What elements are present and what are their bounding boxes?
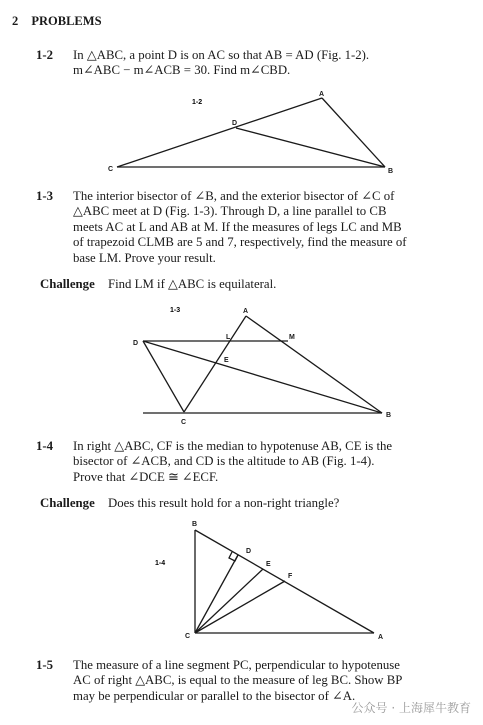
point-D: D bbox=[133, 340, 139, 347]
challenge-text: Does this result hold for a non-right triangle? bbox=[107, 496, 340, 510]
segment-CA bbox=[117, 98, 322, 167]
point-B: B bbox=[192, 521, 198, 528]
problem-1-3 bbox=[36, 189, 448, 266]
point-E: E bbox=[266, 561, 271, 568]
segment-DB bbox=[236, 128, 385, 167]
point-E: E bbox=[224, 357, 229, 364]
problem-text: In right △ABC, CF is the median to hypotenuse AB, CE is the bisector of ∠ACB, and CD is the altitude to AB (Fig. 1-4). Prove that ∠DCE ≅ ∠ECF. bbox=[73, 439, 393, 484]
problem-number: 1-4 bbox=[36, 439, 54, 453]
point-D: D bbox=[232, 120, 238, 127]
problem-1-2 bbox=[36, 48, 448, 79]
point-A: A bbox=[319, 91, 325, 98]
segment-CE bbox=[195, 569, 263, 633]
problem-1-5 bbox=[36, 658, 448, 704]
point-L: L bbox=[226, 334, 231, 341]
challenge-text: Find LM if △ABC is equilateral. bbox=[107, 277, 277, 291]
chapter-title: PROBLEMS bbox=[31, 14, 102, 28]
point-A: A bbox=[378, 634, 384, 641]
segment-DB bbox=[143, 341, 382, 413]
point-M: M bbox=[289, 334, 295, 341]
point-B: B bbox=[386, 412, 392, 419]
figure-label: 1-2 bbox=[192, 99, 203, 106]
segment-DC bbox=[143, 341, 184, 412]
point-C: C bbox=[185, 633, 191, 640]
segment-CD bbox=[195, 555, 238, 633]
figure-label: 1-3 bbox=[170, 307, 181, 314]
challenge-1-3 bbox=[40, 277, 452, 292]
point-C: C bbox=[108, 166, 114, 173]
problem-text: In △ABC, a point D is on AC so that AB = AD (Fig. 1-2). m∠ABC − m∠ACB = 30. Find m∠CBD. bbox=[73, 48, 370, 78]
segment-AB bbox=[246, 316, 382, 413]
point-A: A bbox=[243, 308, 249, 315]
problem-1-4 bbox=[36, 439, 448, 485]
segment-AB bbox=[322, 98, 385, 167]
problem-number: 1-5 bbox=[36, 658, 54, 672]
problem-text: The interior bisector of ∠B, and the exterior bisector of ∠C of △ABC meet at D (Fig. 1-3). Through D, a line parallel to CB meets AC at L and AB at M. If the measures of legs LC and MB of trapezoid CLMB are 5 and 7, respectively, find the measure of base LM. Prove your result. bbox=[73, 189, 407, 265]
point-C: C bbox=[181, 419, 187, 426]
point-B: B bbox=[388, 168, 394, 175]
challenge-label: Challenge bbox=[40, 277, 95, 291]
page-number: 2 bbox=[12, 14, 19, 28]
problem-number: 1-3 bbox=[36, 189, 54, 203]
right-angle-mark bbox=[229, 552, 238, 561]
challenge-1-4 bbox=[40, 496, 452, 511]
watermark: 公众号 · 上海犀牛教育 bbox=[351, 701, 471, 715]
problem-text: The measure of a line segment PC, perpendicular to hypotenuse AC of right △ABC, is equal to the measure of leg BC. Show BP may be perpendicular or parallel to the bisector of ∠A. bbox=[73, 658, 403, 703]
segment-CF bbox=[195, 581, 285, 633]
page-header bbox=[12, 14, 102, 29]
figure-label: 1-4 bbox=[155, 560, 166, 567]
problem-number: 1-2 bbox=[36, 48, 54, 62]
segment-CA bbox=[184, 316, 246, 412]
point-F: F bbox=[288, 573, 293, 580]
point-D: D bbox=[246, 548, 252, 555]
challenge-label: Challenge bbox=[40, 496, 95, 510]
segment-BA bbox=[195, 530, 374, 633]
